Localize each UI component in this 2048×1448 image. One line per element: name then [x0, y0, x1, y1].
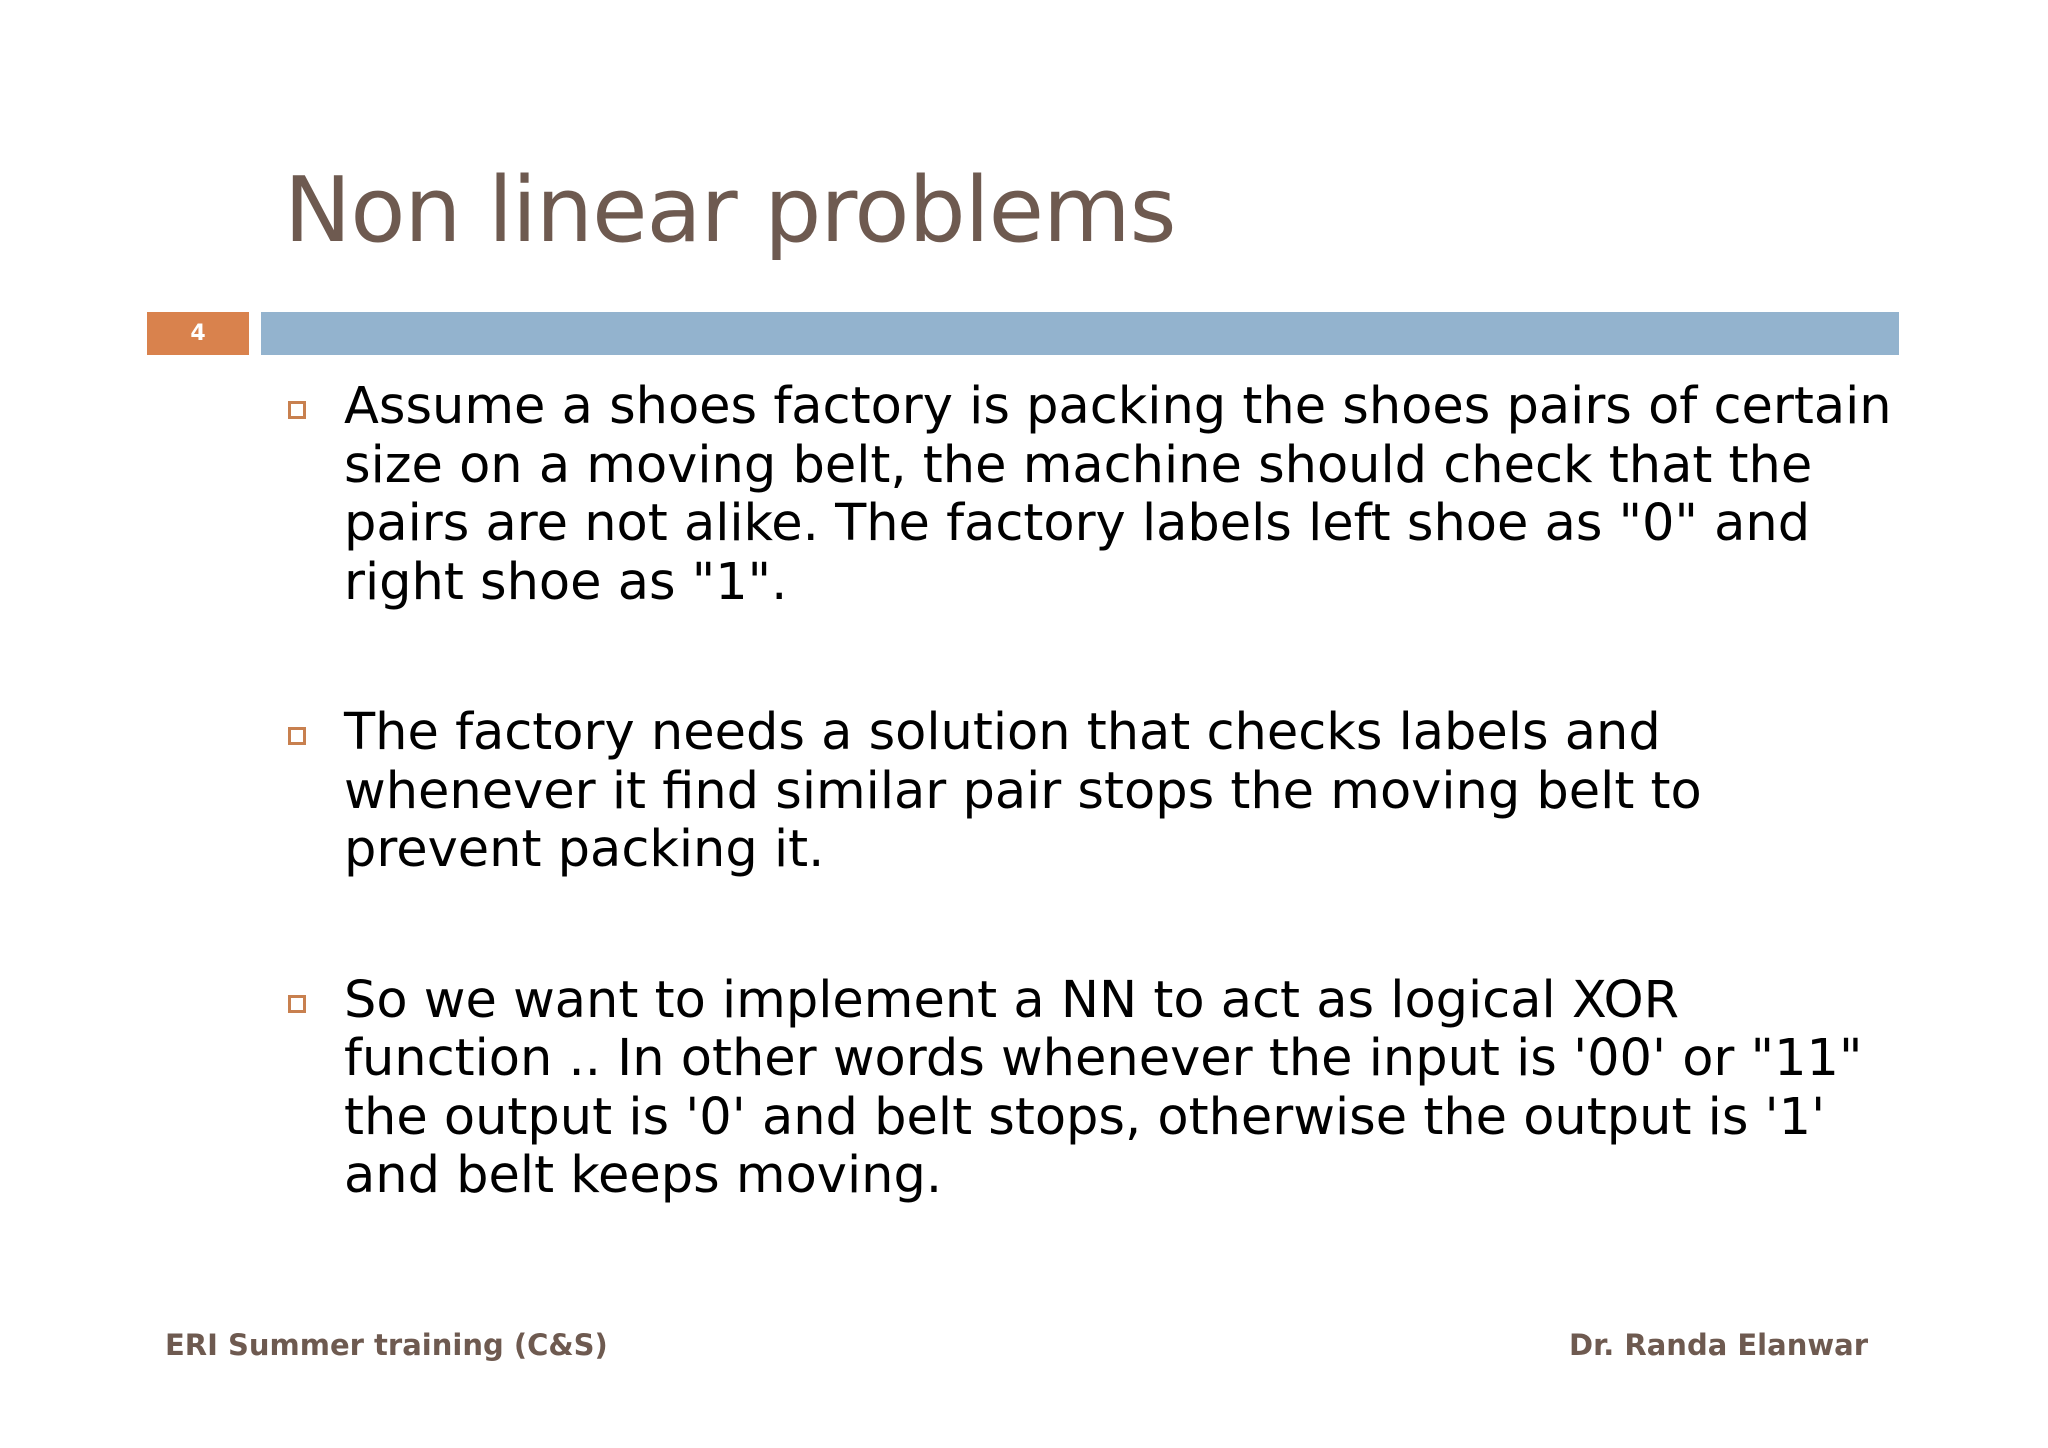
- bullet-text: [344, 704, 1844, 880]
- bullet-line: So we want to implement a NN to act as logical XOR: [344, 970, 1680, 1030]
- footer-author-name: Dr. Randa Elanwar: [1569, 1328, 1868, 1362]
- hollow-square-bullet-icon: [288, 727, 306, 745]
- title-divider-bar: [261, 312, 1899, 355]
- bullet-line: the output is '0' and belt stops, otherwise the output is '1': [344, 1087, 1826, 1147]
- bullet-line: The factory needs a solution that checks labels and: [344, 703, 1661, 762]
- bullet-item: [284, 704, 1844, 880]
- hollow-square-bullet-icon: [288, 995, 306, 1013]
- bullet-line: pairs are not alike. The factory labels left shoe as "0" and: [344, 494, 1811, 553]
- bullet-item: [284, 970, 1863, 1206]
- footer-course-name: ERI Summer training (C&S): [165, 1328, 608, 1362]
- bullet-line: and belt keeps moving.: [344, 1146, 943, 1205]
- bullet-list: [284, 377, 1892, 1206]
- bullet-line: right shoe as "1".: [344, 552, 788, 612]
- bullet-line: prevent packing it.: [344, 820, 825, 879]
- bullet-line: whenever it find similar pair stops the moving belt to: [344, 761, 1702, 821]
- slide-title: Non linear problems: [284, 158, 1176, 263]
- bullet-line: function .. In other words whenever the input is '00' or "11": [344, 1029, 1863, 1088]
- page-number-badge: [147, 312, 249, 355]
- page-number: 4: [190, 321, 206, 346]
- bullet-text: [344, 377, 1892, 612]
- bullet-text: [344, 970, 1863, 1206]
- bullet-item: [284, 377, 1892, 612]
- bullet-line: size on a moving belt, the machine should check that the: [344, 435, 1813, 495]
- hollow-square-bullet-icon: [288, 401, 306, 419]
- bullet-line: Assume a shoes factory is packing the shoes pairs of certain: [344, 377, 1892, 436]
